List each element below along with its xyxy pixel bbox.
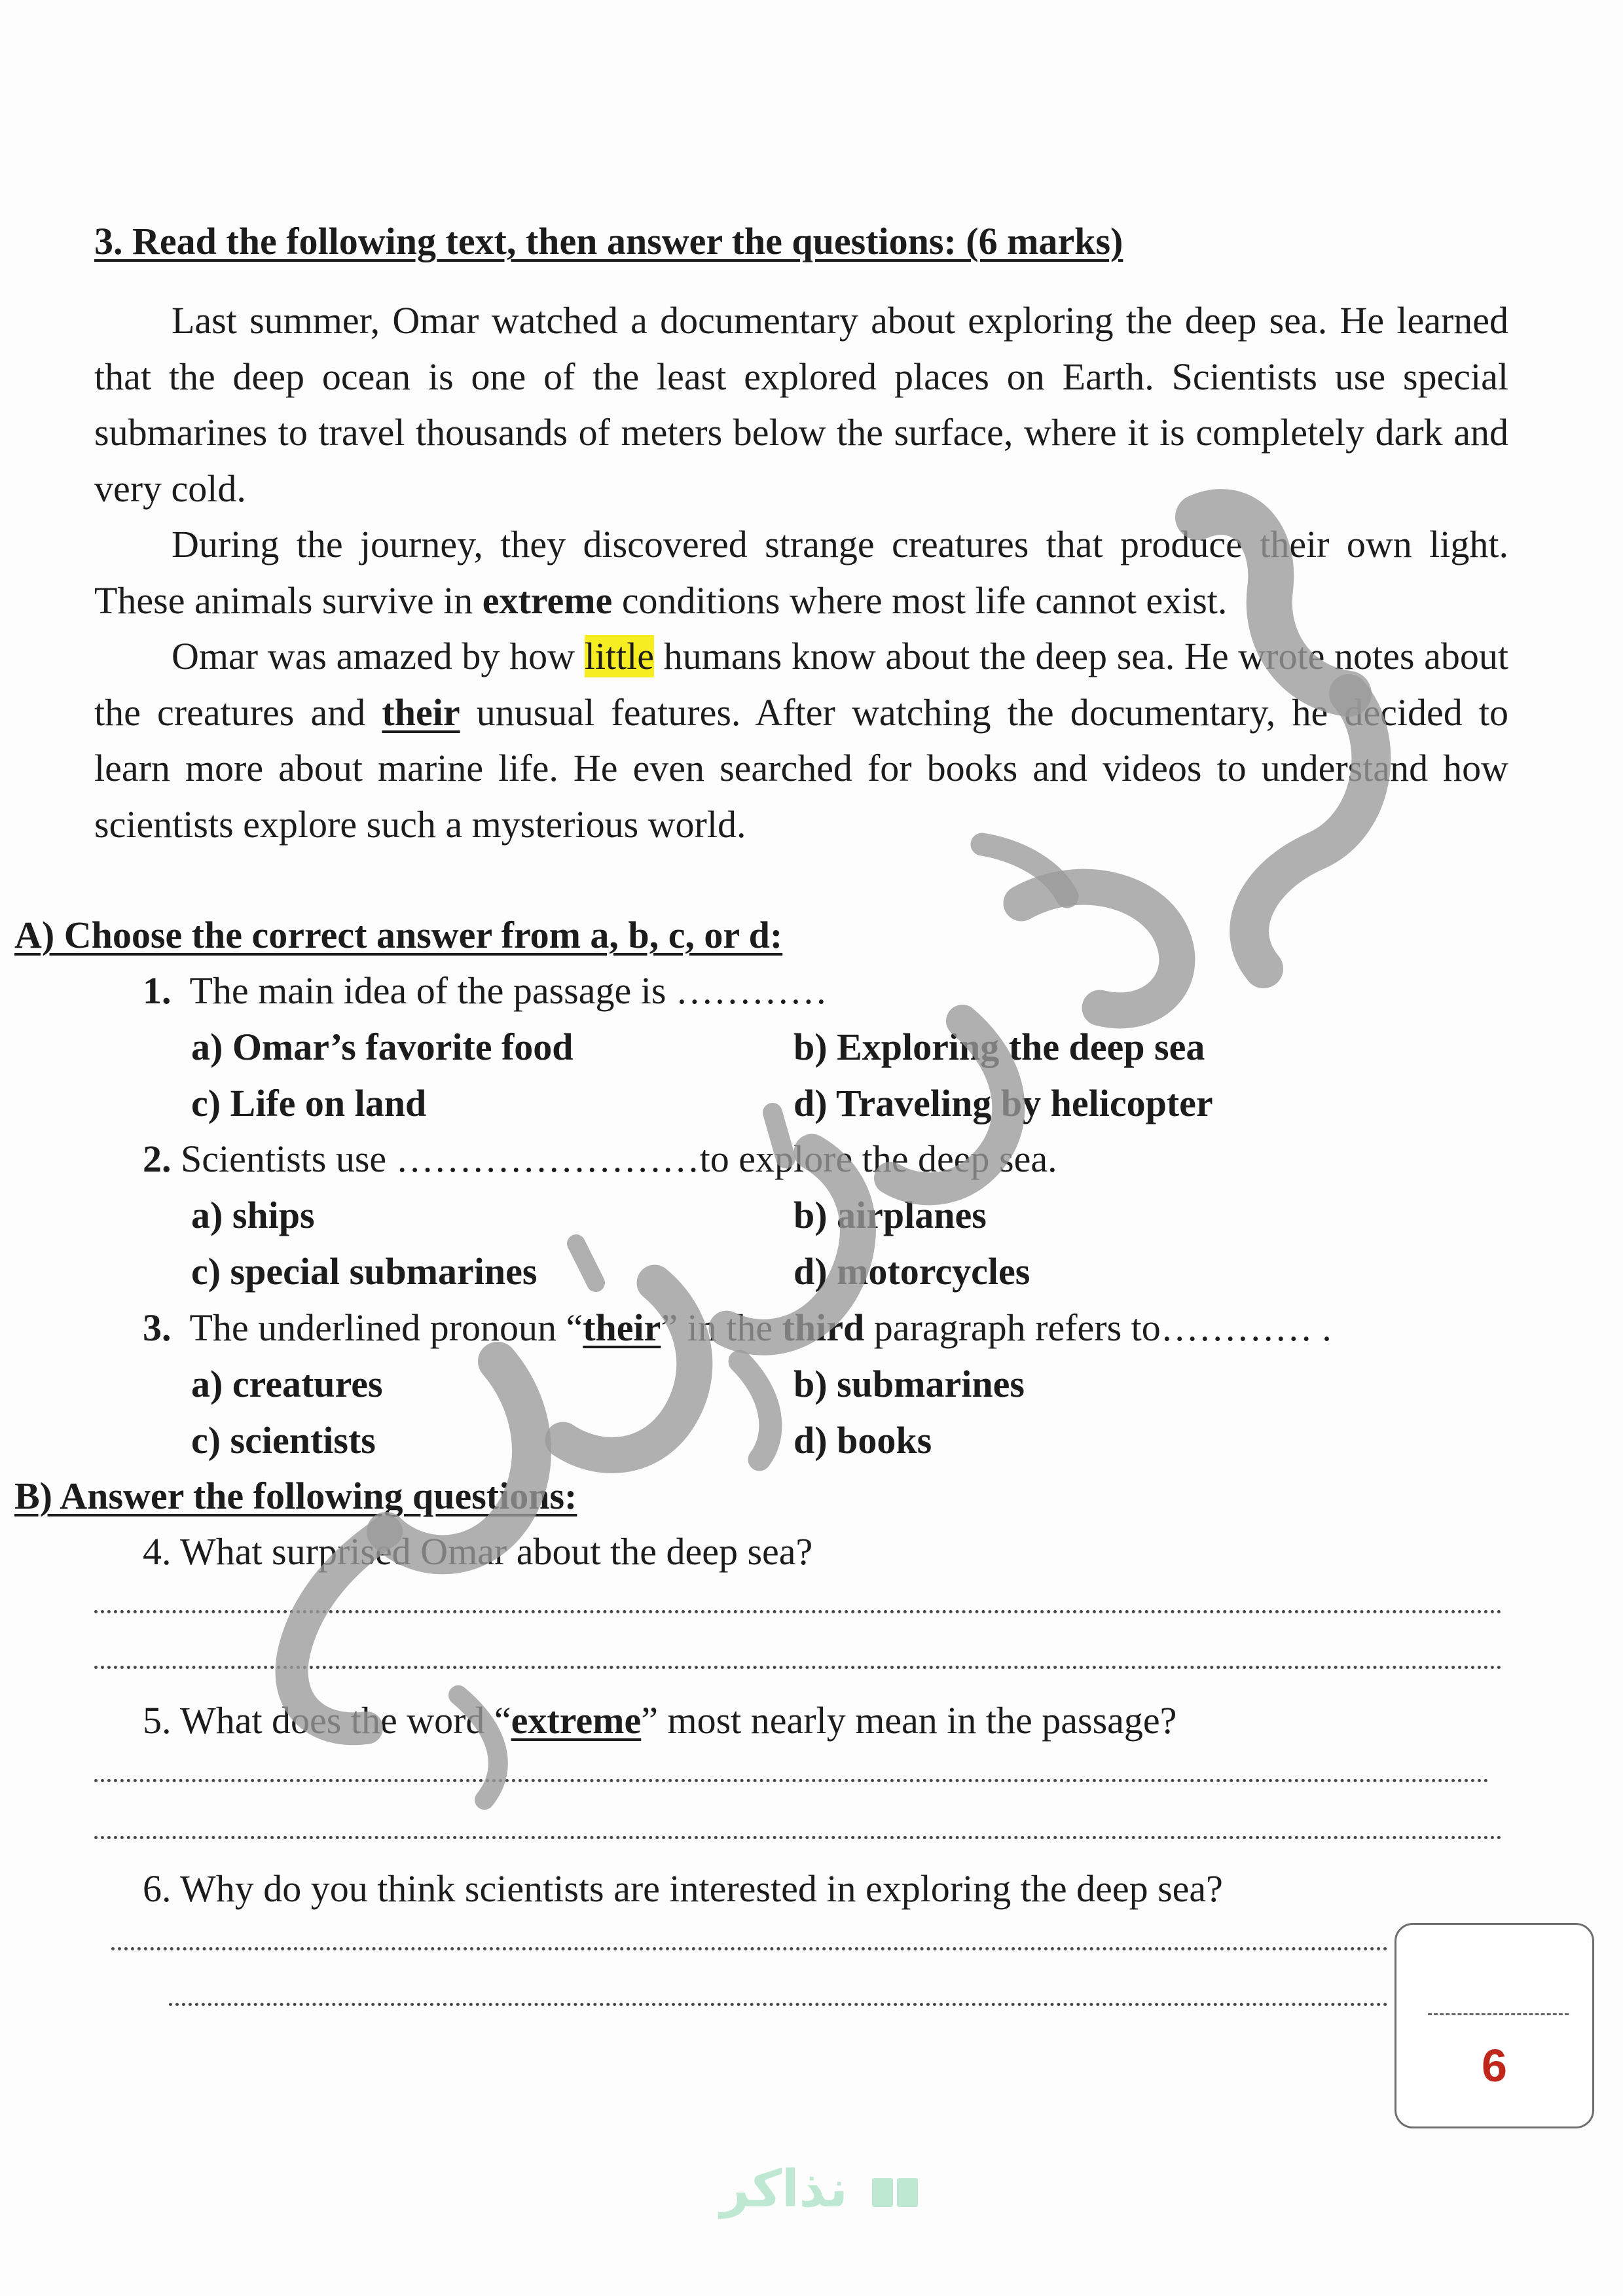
passage-paragraph-1: Last summer, Omar watched a documentary about exploring the deep sea. He learned that the deep ocean is one of the least explored places on Earth. Scientists use special submarines to travel thousands of meters below the surface, where it is completely dark and very cold.	[94, 299, 1508, 510]
underlined-pronoun: their	[583, 1306, 661, 1349]
passage-paragraph-2: During the journey, they discovered strange creatures that produce their own light. These animals survive in extreme conditions where most life cannot exist.	[94, 523, 1508, 622]
question-3: 3. The underlined pronoun “their” in the third paragraph refers to………… .	[143, 1306, 1332, 1349]
answer-line-4b[interactable]	[94, 1666, 1502, 1669]
q3-option-d[interactable]: d) books	[793, 1419, 932, 1462]
q1-option-d[interactable]: d) Traveling by helicopter	[793, 1082, 1213, 1124]
section-b-title: B) Answer the following questions:	[14, 1475, 577, 1517]
highlighted-word-little: little	[584, 635, 655, 677]
question-2: 2. Scientists use ……………………to explore the deep sea.	[143, 1138, 1057, 1180]
mark-box	[1395, 1923, 1594, 2128]
q2-option-c[interactable]: c) special submarines	[191, 1250, 538, 1293]
answer-line-6b[interactable]	[169, 2003, 1388, 2006]
q2-option-a[interactable]: a) ships	[191, 1194, 315, 1236]
question-6: 6. Why do you think scientists are interested in exploring the deep sea?	[143, 1867, 1223, 1910]
passage-paragraph-3: Omar was amazed by how little humans know about the deep sea. He wrote notes about the creatures and their unusual features. After watching the documentary, he decided to learn more about marine life. He even searched for books and videos to understand how scientists explore such a mysterious world.	[94, 635, 1509, 846]
word-extreme: extreme	[482, 579, 613, 622]
q2-option-b[interactable]: b) airplanes	[793, 1194, 987, 1236]
answer-line-4a[interactable]	[94, 1610, 1502, 1613]
answer-line-5a[interactable]	[94, 1779, 1489, 1782]
book-icon	[869, 2174, 921, 2211]
mark-divider	[1428, 2013, 1569, 2015]
question-5: 5. What does the word “extreme” most nearly mean in the passage?	[143, 1699, 1177, 1742]
underlined-word-their: their	[382, 691, 460, 734]
underlined-word-extreme: extreme	[511, 1699, 642, 1742]
footer-logo	[720, 2160, 930, 2225]
q1-option-b[interactable]: b) Exploring the deep sea	[793, 1026, 1205, 1068]
question-4: 4. What surprised Omar about the deep sea?	[143, 1530, 813, 1573]
q3-option-b[interactable]: b) submarines	[793, 1363, 1025, 1405]
q3-option-a[interactable]: a) creatures	[191, 1363, 383, 1405]
section-heading: 3. Read the following text, then answer the questions: (6 marks)	[94, 220, 1123, 262]
section-a-title: A) Choose the correct answer from a, b, c, or d:	[14, 914, 783, 956]
answer-line-6a[interactable]	[111, 1947, 1388, 1950]
reading-passage	[94, 293, 1508, 852]
q2-option-d[interactable]: d) motorcycles	[793, 1250, 1030, 1293]
q1-option-c[interactable]: c) Life on land	[191, 1082, 427, 1124]
mark-total: 6	[1482, 2040, 1507, 2091]
q1-option-a[interactable]: a) Omar’s favorite food	[191, 1026, 574, 1068]
q3-option-c[interactable]: c) scientists	[191, 1419, 376, 1462]
logo-text: نذاكر	[720, 2160, 848, 2219]
answer-line-5b[interactable]	[94, 1836, 1502, 1839]
question-1: 1. The main idea of the passage is …………	[143, 969, 828, 1012]
